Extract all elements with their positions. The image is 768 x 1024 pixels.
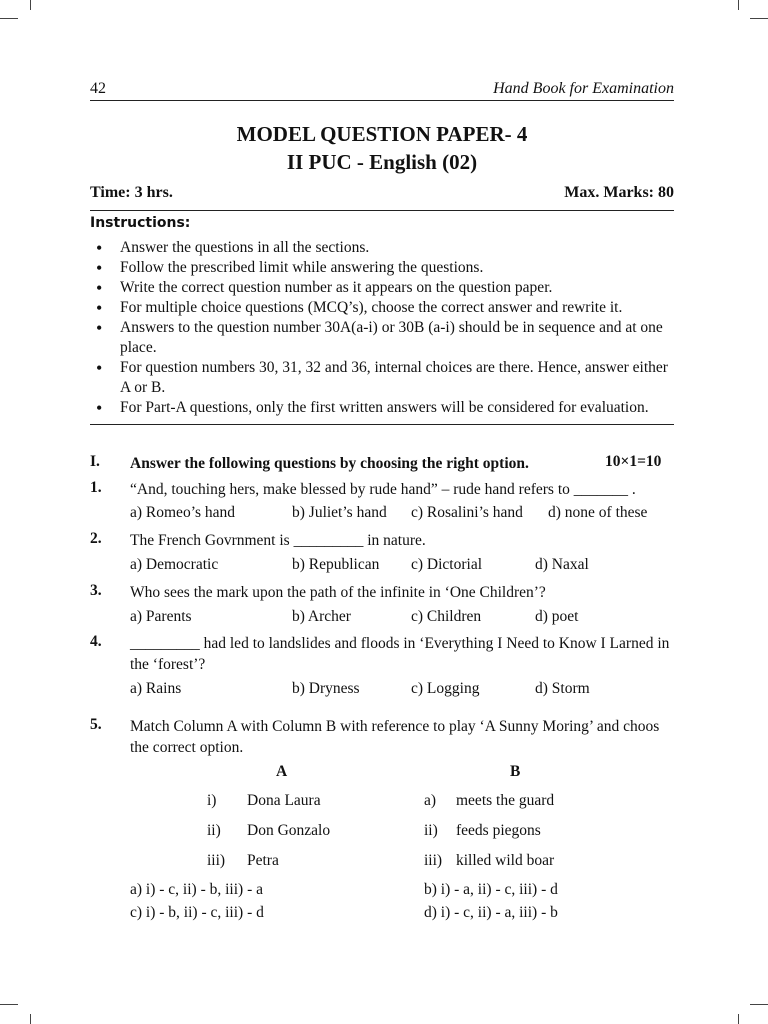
crop-mark — [750, 1004, 768, 1005]
instructions-list — [90, 238, 676, 418]
column-a-item: Dona Laura — [247, 792, 321, 809]
paper-title: MODEL QUESTION PAPER- 4 — [236, 122, 528, 146]
instruction-item: • Write the correct question number as it appears on the question paper. — [96, 278, 553, 298]
option-b: b) Juliet’s hand — [292, 504, 387, 521]
instructions-heading: Instructions: — [90, 215, 191, 231]
bullet-icon: • — [96, 238, 103, 258]
question-number: 1. — [90, 479, 102, 496]
column-b-item: killed wild boar — [456, 852, 555, 869]
option-b: b) i) - a, ii) - c, iii) - d — [424, 881, 558, 898]
column-b-label: ii) — [424, 822, 438, 839]
question-text: Match Column A with Column B with reference to play ‘A Sunny Moring’ and choos the correct option. — [130, 718, 660, 756]
option-a: a) Rains — [130, 680, 182, 697]
option-d: d) i) - c, ii) - a, iii) - b — [424, 904, 558, 921]
divider — [90, 424, 674, 425]
option-c: c) Logging — [411, 680, 480, 697]
page-number: 42 — [90, 80, 106, 97]
crop-mark — [738, 0, 739, 10]
max-marks-label: Max. Marks: 80 — [564, 184, 674, 201]
option-d: d) Naxal — [535, 556, 589, 573]
question-number: 5. — [90, 716, 102, 733]
column-a-label: i) — [207, 792, 217, 809]
running-header — [90, 80, 674, 101]
column-b-item: meets the guard — [456, 792, 555, 809]
paper-subtitle: II PUC - English (02) — [286, 150, 478, 174]
crop-mark — [738, 1014, 739, 1024]
column-a-label: iii) — [207, 852, 226, 869]
section-number: I. — [90, 453, 100, 470]
option-d: d) poet — [535, 608, 579, 625]
instruction-item: • For multiple choice questions (MCQ’s), choose the correct answer and rewrite it. — [96, 298, 623, 318]
option-c: c) Rosalini’s hand — [411, 504, 523, 521]
crop-mark — [30, 1014, 31, 1024]
instruction-item: • Follow the prescribed limit while answering the questions. — [96, 258, 484, 278]
bullet-icon: • — [96, 398, 103, 418]
question-number: 3. — [90, 582, 102, 599]
option-a: a) i) - c, ii) - b, iii) - a — [130, 881, 263, 898]
question-number: 2. — [90, 530, 102, 547]
instruction-item: • For Part-A questions, only the first written answers will be considered for evaluation. — [96, 398, 649, 418]
divider — [90, 210, 674, 211]
book-title: Hand Book for Examination — [493, 80, 674, 97]
crop-mark — [30, 0, 31, 10]
crop-mark — [0, 18, 18, 19]
column-b-label: iii) — [424, 852, 443, 869]
column-a-label: ii) — [207, 822, 221, 839]
crop-mark — [0, 1004, 18, 1005]
column-b-label: a) — [424, 792, 437, 809]
option-c: c) Dictorial — [411, 556, 483, 573]
column-b-item: feeds piegons — [456, 822, 541, 839]
bullet-icon: • — [96, 358, 103, 378]
option-c: c) Children — [411, 608, 482, 625]
question-text: _________ had led to landslides and floods in ‘Everything I Need to Know I Larned in the ‘forest’? — [130, 635, 670, 673]
column-b-header: B — [510, 763, 521, 780]
section-marks: 10×1=10 — [605, 453, 662, 470]
instruction-item: • Answer the questions in all the sections. — [96, 238, 370, 258]
option-d: d) Storm — [535, 680, 590, 697]
question-text: Who sees the mark upon the path of the infinite in ‘One Children’? — [130, 584, 546, 601]
option-b: b) Republican — [292, 556, 380, 573]
column-a-header: A — [276, 763, 288, 780]
bullet-icon: • — [96, 258, 103, 278]
option-a: a) Democratic — [130, 556, 219, 573]
column-a-item: Don Gonzalo — [247, 822, 331, 839]
question-number: 4. — [90, 633, 102, 650]
option-d: d) none of these — [548, 504, 648, 521]
crop-mark — [750, 18, 768, 19]
question-text: “And, touching hers, make blessed by rude hand” – rude hand refers to _______ . — [130, 481, 636, 498]
option-b: b) Dryness — [292, 680, 360, 697]
option-a: a) Parents — [130, 608, 192, 625]
bullet-icon: • — [96, 298, 103, 318]
column-a-item: Petra — [247, 852, 279, 869]
option-a: a) Romeo’s hand — [130, 504, 236, 521]
section-heading: Answer the following questions by choosing the right option. — [130, 455, 529, 472]
bullet-icon: • — [96, 318, 103, 338]
time-label: Time: 3 hrs. — [90, 184, 173, 201]
instruction-item: • Answers to the question number 30A(a-i) or 30B (a-i) should be in sequence and at one place. — [96, 318, 663, 356]
option-c: c) i) - b, ii) - c, iii) - d — [130, 904, 264, 921]
option-b: b) Archer — [292, 608, 351, 625]
question-text: The French Govrnment is _________ in nature. — [130, 532, 426, 549]
instruction-item: • For question numbers 30, 31, 32 and 36, internal choices are there. Hence, answer either A or B. — [96, 358, 668, 396]
bullet-icon: • — [96, 278, 103, 298]
